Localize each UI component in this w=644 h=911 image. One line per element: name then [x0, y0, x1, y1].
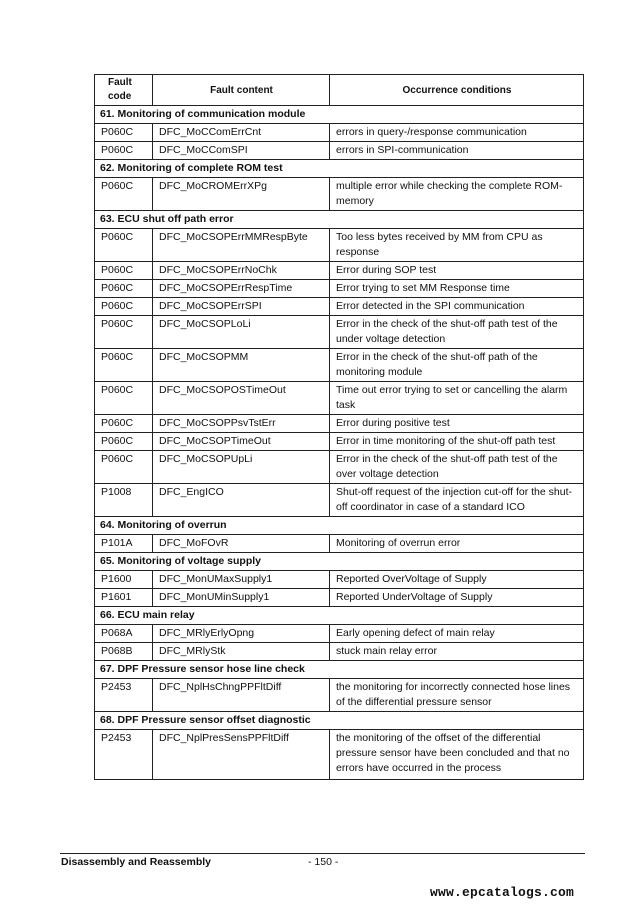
table-row	[95, 589, 584, 607]
fault-code-cell: P2453	[95, 730, 153, 780]
fault-code-cell: P068B	[95, 643, 153, 661]
fault-code-cell: P060C	[95, 178, 153, 211]
fault-content-cell: DFC_MoCSOPErrMMRespByte	[153, 229, 330, 262]
table-header-row	[95, 75, 584, 106]
fault-code-cell: P060C	[95, 280, 153, 298]
table-row	[95, 382, 584, 415]
occurrence-conditions-cell: Error trying to set MM Response time	[330, 280, 584, 298]
table-row	[95, 142, 584, 160]
fault-code-cell: P060C	[95, 124, 153, 142]
occurrence-conditions-cell: Too less bytes received by MM from CPU as response	[330, 229, 584, 262]
fault-content-cell: DFC_MoCSOPUpLi	[153, 451, 330, 484]
occurrence-conditions-cell: Error in the check of the shut-off path of the monitoring module	[330, 349, 584, 382]
fault-code-cell: P1600	[95, 571, 153, 589]
table-row	[95, 643, 584, 661]
fault-content-cell: DFC_MoCROMErrXPg	[153, 178, 330, 211]
occurrence-conditions-cell: Early opening defect of main relay	[330, 625, 584, 643]
table-row	[95, 229, 584, 262]
table-row	[95, 679, 584, 712]
footer-title: Disassembly and Reassembly	[61, 856, 211, 868]
section-title: 63. ECU shut off path error	[95, 211, 584, 229]
fault-content-cell: DFC_MoCSOPErrNoChk	[153, 262, 330, 280]
fault-code-cell: P1008	[95, 484, 153, 517]
fault-content-cell: DFC_MoCSOPTimeOut	[153, 433, 330, 451]
header-occurrence-conditions: Occurrence conditions	[330, 75, 584, 106]
table-row	[95, 298, 584, 316]
section-title: 65. Monitoring of voltage supply	[95, 553, 584, 571]
header-fault-code: Fault code	[95, 75, 153, 106]
section-title: 66. ECU main relay	[95, 607, 584, 625]
section-title: 68. DPF Pressure sensor offset diagnostic	[95, 712, 584, 730]
fault-code-cell: P060C	[95, 142, 153, 160]
fault-content-cell: DFC_MonUMaxSupply1	[153, 571, 330, 589]
table-body	[95, 106, 584, 780]
occurrence-conditions-cell: the monitoring for incorrectly connected hose lines of the differential pressure sensor	[330, 679, 584, 712]
fault-code-cell: P060C	[95, 415, 153, 433]
table-row	[95, 124, 584, 142]
table-row	[95, 433, 584, 451]
occurrence-conditions-cell: multiple error while checking the complete ROM-memory	[330, 178, 584, 211]
fault-code-cell: P101A	[95, 535, 153, 553]
fault-content-cell: DFC_MonUMinSupply1	[153, 589, 330, 607]
section-row	[95, 607, 584, 625]
fault-code-cell: P060C	[95, 229, 153, 262]
section-title: 61. Monitoring of communication module	[95, 106, 584, 124]
fault-content-cell: DFC_MoFOvR	[153, 535, 330, 553]
fault-content-cell: DFC_NplPresSensPPFltDiff	[153, 730, 330, 780]
footer-divider	[60, 853, 585, 854]
fault-content-cell: DFC_NplHsChngPPFltDiff	[153, 679, 330, 712]
fault-content-cell: DFC_MoCSOPOSTimeOut	[153, 382, 330, 415]
table-row	[95, 415, 584, 433]
occurrence-conditions-cell: Error during SOP test	[330, 262, 584, 280]
fault-code-cell: P060C	[95, 382, 153, 415]
table-row	[95, 535, 584, 553]
table-row	[95, 571, 584, 589]
fault-code-cell: P060C	[95, 262, 153, 280]
fault-content-cell: DFC_MoCSOPPsvTstErr	[153, 415, 330, 433]
fault-content-cell: DFC_MoCSOPMM	[153, 349, 330, 382]
fault-code-cell: P060C	[95, 316, 153, 349]
occurrence-conditions-cell: errors in SPI-communication	[330, 142, 584, 160]
table-row	[95, 625, 584, 643]
section-row	[95, 661, 584, 679]
section-title: 64. Monitoring of overrun	[95, 517, 584, 535]
occurrence-conditions-cell: the monitoring of the offset of the differential pressure sensor have been concluded and that no errors have occurred in the process	[330, 730, 584, 780]
table-row	[95, 730, 584, 780]
table-row	[95, 349, 584, 382]
occurrence-conditions-cell: Reported OverVoltage of Supply	[330, 571, 584, 589]
header-fault-content: Fault content	[153, 75, 330, 106]
fault-content-cell: DFC_EngICO	[153, 484, 330, 517]
table-row	[95, 484, 584, 517]
fault-code-cell: P068A	[95, 625, 153, 643]
page-number: - 150 -	[308, 856, 339, 868]
occurrence-conditions-cell: Monitoring of overrun error	[330, 535, 584, 553]
section-title: 67. DPF Pressure sensor hose line check	[95, 661, 584, 679]
fault-content-cell: DFC_MoCComErrCnt	[153, 124, 330, 142]
section-title: 62. Monitoring of complete ROM test	[95, 160, 584, 178]
fault-content-cell: DFC_MRlyErlyOpng	[153, 625, 330, 643]
section-row	[95, 106, 584, 124]
section-row	[95, 712, 584, 730]
fault-code-cell: P1601	[95, 589, 153, 607]
fault-content-cell: DFC_MoCSOPErrSPI	[153, 298, 330, 316]
section-row	[95, 160, 584, 178]
occurrence-conditions-cell: Time out error trying to set or cancelling the alarm task	[330, 382, 584, 415]
fault-code-table	[94, 74, 584, 780]
occurrence-conditions-cell: Reported UnderVoltage of Supply	[330, 589, 584, 607]
fault-content-cell: DFC_MoCSOPErrRespTime	[153, 280, 330, 298]
fault-code-cell: P060C	[95, 433, 153, 451]
occurrence-conditions-cell: Error in the check of the shut-off path test of the over voltage detection	[330, 451, 584, 484]
fault-code-cell: P060C	[95, 349, 153, 382]
section-row	[95, 517, 584, 535]
occurrence-conditions-cell: Error in time monitoring of the shut-off path test	[330, 433, 584, 451]
occurrence-conditions-cell: Shut-off request of the injection cut-off for the shut-off coordinator in case of a standard ICO	[330, 484, 584, 517]
section-row	[95, 211, 584, 229]
occurrence-conditions-cell: Error during positive test	[330, 415, 584, 433]
table-row	[95, 280, 584, 298]
occurrence-conditions-cell: stuck main relay error	[330, 643, 584, 661]
fault-content-cell: DFC_MoCSOPLoLi	[153, 316, 330, 349]
table-row	[95, 178, 584, 211]
fault-code-cell: P2453	[95, 679, 153, 712]
occurrence-conditions-cell: errors in query-/response communication	[330, 124, 584, 142]
fault-content-cell: DFC_MoCComSPI	[153, 142, 330, 160]
table-row	[95, 316, 584, 349]
fault-content-cell: DFC_MRlyStk	[153, 643, 330, 661]
table-row	[95, 451, 584, 484]
occurrence-conditions-cell: Error in the check of the shut-off path test of the under voltage detection	[330, 316, 584, 349]
table-row	[95, 262, 584, 280]
section-row	[95, 553, 584, 571]
occurrence-conditions-cell: Error detected in the SPI communication	[330, 298, 584, 316]
watermark: www.epcatalogs.com	[430, 885, 575, 900]
fault-code-cell: P060C	[95, 451, 153, 484]
fault-code-cell: P060C	[95, 298, 153, 316]
